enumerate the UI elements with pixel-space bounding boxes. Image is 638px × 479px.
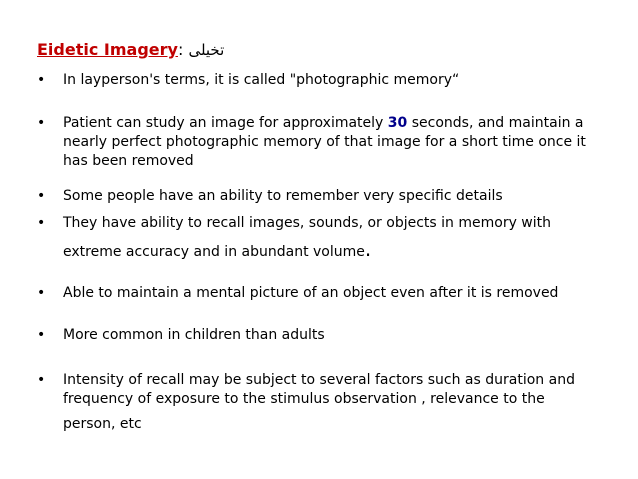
- bullet-dot: •: [37, 372, 46, 388]
- line-end-period: .: [364, 237, 372, 261]
- bullet-dot: •: [37, 215, 46, 231]
- title-term: Eidetic Imagery: [37, 40, 178, 59]
- slide-title: [37, 40, 224, 60]
- bullet-text: [63, 71, 638, 90]
- bullet-line-end: seconds, and maintain a: [407, 115, 584, 131]
- bullet-text: [63, 371, 638, 434]
- bullet-line: nearly perfect photographic memory of that image for a short time once it: [63, 134, 586, 150]
- bullet-line: [63, 237, 638, 262]
- bullet-text: [63, 326, 638, 345]
- bullet-text: [63, 187, 638, 206]
- highlighted-number: 30: [387, 115, 408, 131]
- title-separator: :: [177, 40, 189, 59]
- bullet-line: Some people have an ability to remember very specific details: [63, 188, 503, 204]
- bullet-line: In layperson's terms, it is called "photographic memory“: [63, 72, 460, 88]
- bullet-line: Intensity of recall may be subject to several factors such as duration and: [63, 372, 575, 388]
- bullet-line-start: Patient can study an image for approximately: [63, 115, 388, 131]
- bullet-line: [63, 114, 638, 133]
- bullet-text: [63, 214, 638, 262]
- bullet-line: Able to maintain a mental picture of an object even after it is removed: [63, 285, 559, 301]
- bullet-text: [63, 284, 638, 303]
- bullet-line: frequency of exposure to the stimulus observation , relevance to the: [63, 391, 545, 407]
- bullet-line: person, etc: [63, 416, 142, 432]
- bullet-dot: •: [37, 72, 46, 88]
- bullet-text: [63, 114, 638, 171]
- bullet-line-start: extreme accuracy and in abundant volume: [63, 244, 365, 260]
- bullet-line: They have ability to recall images, sounds, or objects in memory with: [63, 215, 552, 231]
- bullet-line: More common in children than adults: [63, 327, 325, 343]
- title-arabic: تخیلی: [188, 41, 225, 59]
- bullet-dot: •: [37, 115, 46, 131]
- bullet-dot: •: [37, 327, 46, 343]
- bullet-dot: •: [37, 285, 46, 301]
- bullet-line: has been removed: [63, 153, 194, 169]
- bullet-dot: •: [37, 188, 46, 204]
